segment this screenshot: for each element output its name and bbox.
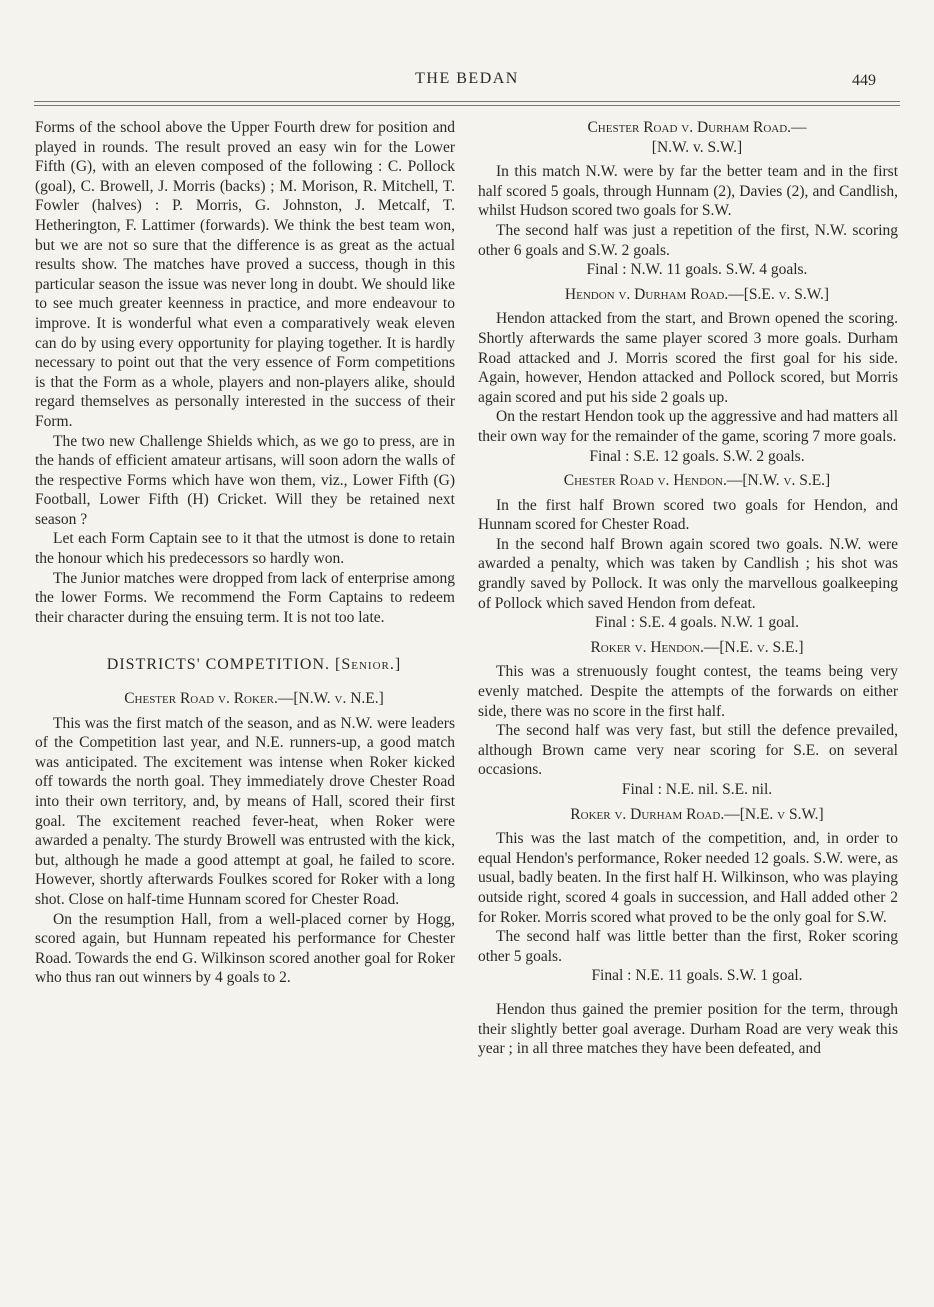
running-header: [34, 66, 900, 96]
paragraph: On the restart Hendon took up the aggressive and had matters all their own way for the remainder of the game, scoring 7 more goals.: [478, 408, 898, 445]
paragraph: This was a strenuously fought contest, the teams being very evenly matched. Despite the attempts of the forwards on either side, there was no score in the first half.: [478, 663, 898, 720]
right-column: [478, 118, 898, 1059]
section-tag: [Senior.]: [335, 656, 402, 674]
header-rule-top: [34, 101, 900, 102]
section-heading: [35, 655, 455, 675]
paragraph: The second half was very fast, but still the defence prevailed, although Brown came very near scoring for S.E. on several occasions.: [478, 722, 898, 779]
header-rule-bottom: [34, 105, 900, 106]
paragraph: The second half was little better than the first, Roker scoring other 5 goals.: [478, 928, 898, 965]
final-score: Final : S.E. 12 goals. S.W. 2 goals.: [589, 447, 805, 465]
match-heading: Hendon v. Durham Road.—[S.E. v. S.W.]: [564, 285, 830, 303]
paragraph: The two new Challenge Shields which, as we go to press, are in the hands of efficient amateur artisans, will soon adorn the walls of the respective Forms which have won them, viz., Lower Fifth (G) Football, Lower Fifth (H) Cricket. Will they be retained next season ?: [35, 432, 455, 528]
paragraph: This was the first match of the season, and as N.W. were leaders of the Competition last year, and N.E. runners-up, a good match was anticipated. The excitement was intense when Roker kicked off towards the north goal. They immediately drove Chester Road into their own territory, and, by means of Hall, scored their first goal. The excitement reached fever-heat, when Roker were awarded a penalty. The sturdy Browell was entrusted with the kick, but, although he made a good attempt at goal, he failed to score. However, shortly afterwards Foulkes scored for Roker with a long shot. Close on half-time Hunnam scored for Chester Road.: [35, 714, 455, 908]
final-score: Final : N.E. 11 goals. S.W. 1 goal.: [591, 967, 803, 985]
match-heading: Chester Road v. Durham Road.—: [587, 119, 807, 136]
left-column: [35, 118, 455, 988]
paragraph: The second half was just a repetition of the first, N.W. scoring other 6 goals and S.W. 2 goals.: [478, 221, 898, 259]
match-heading: Roker v. Durham Road.—[N.E. v S.W.]: [570, 805, 824, 823]
section-title: DISTRICTS' COMPETITION.: [106, 656, 331, 674]
match-heading-teams: [N.W. v. S.W.]: [651, 138, 743, 156]
final-score: Final : N.E. nil. S.E. nil.: [621, 781, 773, 798]
paragraph: Hendon attacked from the start, and Brown opened the scoring. Shortly afterwards the same player scored 3 more goals. Durham Road attacked and J. Morris scored the first goal for his side. Again, however, Hendon attacked and Pollock scored, but Morris again scored and put his side 2 goals up.: [478, 310, 898, 406]
paragraph: Hendon thus gained the premier position for the term, through their slightly better goal average. Durham Road are very weak this year ; in all three matches they have been defeated, and: [478, 1000, 898, 1058]
paragraph: In this match N.W. were by far the better team and in the first half scored 5 goals, through Hunnam (2), Davies (2), and Candlish, whilst Hudson scored two goals for S.W.: [478, 163, 898, 220]
match-heading: Chester Road v. Hendon.—[N.W. v. S.E.]: [563, 472, 831, 490]
match-heading: Roker v. Hendon.—[N.E. v. S.E.]: [590, 638, 804, 656]
paragraph: Forms of the school above the Upper Fourth drew for position and played in rounds. The result proved an easy win for the Lower Fifth (G), with an eleven composed of the following : C. Pollock (goal), C. Browell, J. Morris (backs) ; M. Morison, R. Mitchell, T. Fowler (halves) : P. Morris, G. Johnston, J. Metcalf, T. Hetherington, F. Lattimer (forwards). We think the best team won, but we are not so sure that the difference is as great as the actual results show. The matches have proved a success, though in this particular season the issue was never long in doubt. We should like to see much greater keenness in practice, and more endeavour to improve. It is wonderful what even a comparatively weak eleven can do by using every opportunity for playing together. It is hardly necessary to point out that the very essence of Form competitions is that the Form as a whole, players and non-players alike, should regard themselves as personally interested in the success of their Form.: [35, 119, 455, 430]
page-number: 449: [852, 72, 876, 89]
final-score: Final : S.E. 4 goals. N.W. 1 goal.: [595, 614, 799, 632]
paragraph: On the resumption Hall, from a well-placed corner by Hogg, scored again, but Hunnam repeated his performance for Chester Road. Towards the end G. Wilkinson scored another goal for Roker who thus ran out winners by 4 goals to 2.: [35, 910, 455, 987]
paragraph: In the second half Brown again scored two goals. N.W. were awarded a penalty, which was taken by Candlish ; his shot was grandly saved by Pollock. It was only the marvellous goalkeeping of Pollock which saved Hendon from defeat.: [478, 535, 898, 612]
match-heading: Chester Road v. Roker.—[N.W. v. N.E.]: [124, 690, 384, 708]
paragraph: Let each Form Captain see to it that the utmost is done to retain the honour which his predecessors so hardly won.: [35, 530, 455, 568]
journal-title: THE BEDAN: [415, 70, 519, 87]
paragraph: In the first half Brown scored two goals for Hendon, and Hunnam scored for Chester Road.: [478, 496, 898, 534]
final-score: Final : N.W. 11 goals. S.W. 4 goals.: [586, 261, 808, 279]
paragraph: The Junior matches were dropped from lack of enterprise among the lower Forms. We recommend the Form Captains to redeem their character during the ensuing term. It is not too late.: [35, 569, 455, 626]
paragraph: This was the last match of the competition, and, in order to equal Hendon's performance, Roker needed 12 goals. S.W. were, as usual, badly beaten. In the first half H. Wilkinson, who was playing outside right, scored 4 goals in succession, and Hall added other 2 for Roker. Morris scored what proved to be the only goal for S.W.: [478, 830, 898, 926]
